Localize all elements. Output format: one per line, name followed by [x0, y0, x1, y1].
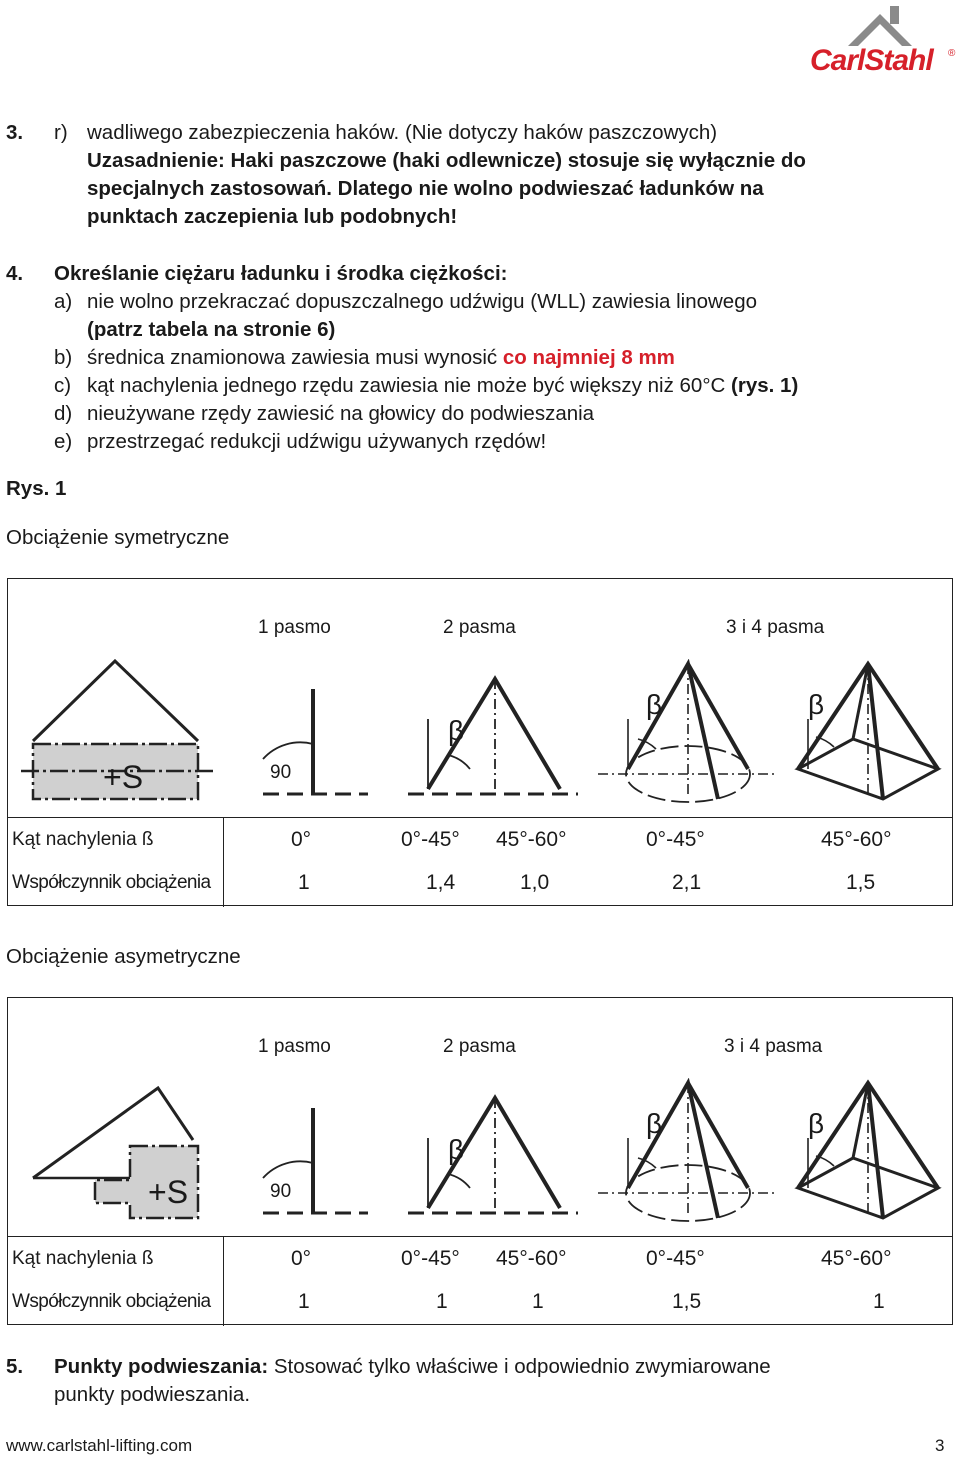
- section4-d-label: d): [54, 402, 73, 425]
- asym-angle-label: Kąt nachylenia ß: [12, 1248, 154, 1269]
- sym-angle-2: 0°-45°: [401, 828, 460, 851]
- section4-b-highlight: co najmniej 8 mm: [502, 346, 675, 369]
- sym-table-vline: [223, 817, 224, 907]
- asym-factor-3: 1: [532, 1290, 544, 1313]
- sym-factor-label: Współczynnik obciążenia: [12, 872, 211, 893]
- asym-right-angle-label: 90: [270, 1181, 292, 1202]
- asym-table-divider: [8, 1236, 952, 1237]
- section4-a-label: a): [54, 290, 73, 313]
- sym-title: Obciążenie symetryczne: [6, 526, 230, 549]
- asym-beta-2: β: [448, 1134, 465, 1165]
- asym-4-pasma-diagram: [798, 1083, 938, 1218]
- footer-page-number: 3: [935, 1436, 945, 1455]
- section5-title: Punkty podwieszania:: [54, 1355, 269, 1378]
- section4-e-text: przestrzegać redukcji udźwigu używanych rzędów!: [87, 430, 547, 453]
- asym-beta-4: β: [808, 1108, 825, 1139]
- sym-2-pasma-diagram: [408, 679, 578, 794]
- asym-factor-2: 1: [436, 1290, 448, 1313]
- asym-2-pasma-diagram: [408, 1098, 578, 1213]
- section4-a-text: nie wolno przekraczać dopuszczalnego udźwigu (WLL) zawiesia linowego: [87, 290, 758, 313]
- sym-col3-header: 3 i 4 pasma: [726, 617, 825, 638]
- section3-line1: wadliwego zabezpieczenia haków. (Nie dotyczy haków paszczowych): [87, 121, 718, 144]
- section4-c: [87, 372, 798, 400]
- sym-angle-label: Kąt nachylenia ß: [12, 829, 154, 850]
- sym-table-divider: [8, 817, 952, 818]
- section5-number: 5.: [6, 1355, 24, 1378]
- sym-beta-4: β: [808, 689, 825, 720]
- sym-cg-label: +S: [103, 759, 144, 795]
- section4-b-label: b): [54, 346, 73, 369]
- sym-4-pasma-diagram: [798, 664, 938, 799]
- sym-factor-4: 2,1: [672, 871, 702, 894]
- section4-d-text: nieużywane rzędy zawiesić na głowicy do podwieszania: [87, 402, 595, 425]
- brand-logo: [808, 4, 958, 80]
- asym-3-pasma-diagram: [598, 1083, 778, 1221]
- sym-right-angle-label: 90: [270, 762, 292, 783]
- asym-col2-header: 2 pasma: [443, 1036, 516, 1057]
- section4-title: Określanie ciężaru ładunku i środka ciężkości:: [54, 262, 508, 285]
- sym-factor-3: 1,0: [520, 871, 550, 894]
- section3-item-label: r): [54, 121, 68, 144]
- asym-factor-4: 1,5: [672, 1290, 702, 1313]
- sym-panel: [7, 578, 953, 906]
- section5-line1: [54, 1353, 771, 1381]
- section4-e-label: e): [54, 430, 73, 453]
- section5-text: Stosować tylko właściwe i odpowiednio zwymiarowane: [273, 1355, 771, 1378]
- asym-col1-header: 1 pasmo: [258, 1036, 331, 1057]
- asym-title: Obciążenie asymetryczne: [6, 945, 241, 968]
- asym-col3-header: 3 i 4 pasma: [724, 1036, 823, 1057]
- brand-name: CarlStahl: [810, 44, 933, 77]
- asym-factor-1: 1: [298, 1290, 310, 1313]
- asym-cg-label: +S: [148, 1174, 189, 1210]
- sym-3-pasma-diagram: [598, 664, 778, 802]
- section3-number: 3.: [6, 121, 24, 144]
- brand-registered: ®: [948, 48, 956, 59]
- asym-angle-3: 45°-60°: [496, 1247, 567, 1270]
- sym-factor-5: 1,5: [846, 871, 876, 894]
- section4-a-text2: (patrz tabela na stronie 6): [87, 318, 336, 341]
- sym-diagrams: [8, 659, 952, 809]
- asym-panel: [7, 997, 953, 1325]
- asym-angle-1: 0°: [291, 1247, 312, 1270]
- sym-col1-header: 1 pasmo: [258, 617, 331, 638]
- section4-number: 4.: [6, 262, 24, 285]
- section5-line2: punkty podwieszania.: [54, 1383, 251, 1406]
- sym-beta-3: β: [646, 689, 663, 720]
- asym-angle-2: 0°-45°: [401, 1247, 460, 1270]
- section4-b: [87, 344, 675, 372]
- asym-angle-5: 45°-60°: [821, 1247, 892, 1270]
- asym-beta-3: β: [646, 1108, 663, 1139]
- section3-line3: specjalnych zastosowań. Dlatego nie wolno podwieszać ładunków na: [87, 177, 764, 200]
- footer-url[interactable]: www.carlstahl-lifting.com: [6, 1436, 193, 1455]
- section4-b-text: średnica znamionowa zawiesia musi wynosić: [87, 346, 498, 369]
- sym-beta-2: β: [448, 715, 465, 746]
- asym-angle-4: 0°-45°: [646, 1247, 705, 1270]
- sym-angle-5: 45°-60°: [821, 828, 892, 851]
- sym-angle-3: 45°-60°: [496, 828, 567, 851]
- section4-c-label: c): [54, 374, 72, 397]
- figure-label: Rys. 1: [6, 477, 67, 500]
- section4-c-text: kąt nachylenia jednego rzędu zawiesia nie może być większy niż 60°C: [87, 374, 726, 397]
- asym-factor-5: 1: [873, 1290, 885, 1313]
- sym-factor-1: 1: [298, 871, 310, 894]
- sym-angle-1: 0°: [291, 828, 312, 851]
- sym-factor-2: 1,4: [426, 871, 456, 894]
- section4-c-ref: (rys. 1): [731, 374, 799, 397]
- asym-factor-label: Współczynnik obciążenia: [12, 1291, 211, 1312]
- section3-line2: Uzasadnienie: Haki paszczowe (haki odlewnicze) stosuje się wyłącznie do: [87, 149, 806, 172]
- section3-line4: punktach zaczepienia lub podobnych!: [87, 205, 458, 228]
- sym-col2-header: 2 pasma: [443, 617, 516, 638]
- sym-angle-4: 0°-45°: [646, 828, 705, 851]
- asym-table-vline: [223, 1236, 224, 1326]
